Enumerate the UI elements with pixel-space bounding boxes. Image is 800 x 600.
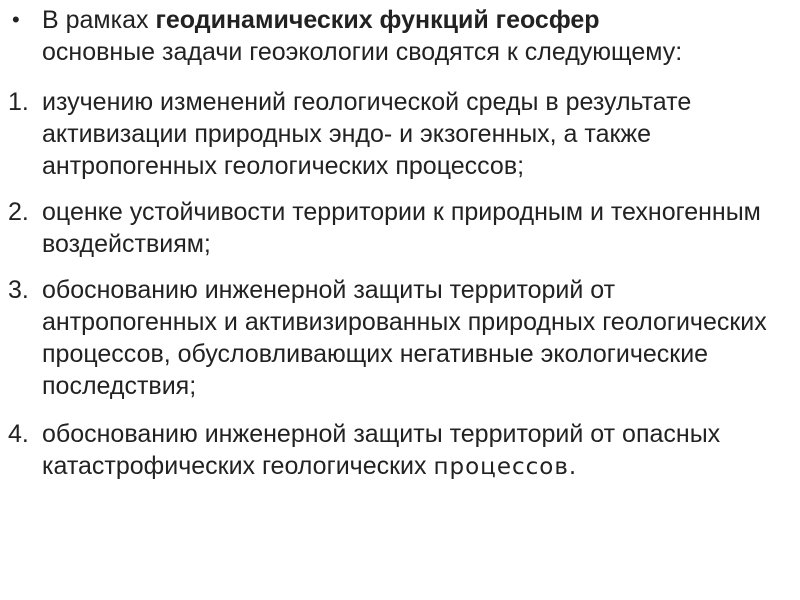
list-number-1: 1. bbox=[8, 88, 29, 116]
list-text-2: оценке устойчивости территории к природным и техногенным воздействиям; bbox=[42, 198, 761, 258]
list-text-4 bbox=[42, 418, 782, 483]
bullet-icon: • bbox=[12, 7, 20, 32]
list-text-1: изучению изменений геологической среды в результате активизации природных эндо- и экзогенных, а также антропогенных геологических процессов; bbox=[42, 88, 692, 180]
list-number-3: 3. bbox=[8, 276, 29, 304]
intro-bold-term: геодинамических функций геосфер bbox=[155, 6, 600, 34]
list-number-4: 4. bbox=[8, 420, 29, 448]
intro-prefix: В рамках bbox=[42, 6, 156, 34]
intro-rest: основные задачи геоэкологии сводятся к следующему: bbox=[42, 38, 683, 66]
list-text-4-main: обоснованию инженерной защиты территорий от опасных катастрофических геологических bbox=[42, 420, 721, 480]
list-number-2: 2. bbox=[8, 198, 29, 226]
list-text-4-tail: процессов. bbox=[433, 454, 578, 480]
list-text-3: обоснованию инженерной защиты территорий от антропогенных и активизированных природных геологических процессов, обусловливающих негативные экологические последствия; bbox=[42, 276, 767, 400]
intro-text bbox=[42, 4, 782, 68]
